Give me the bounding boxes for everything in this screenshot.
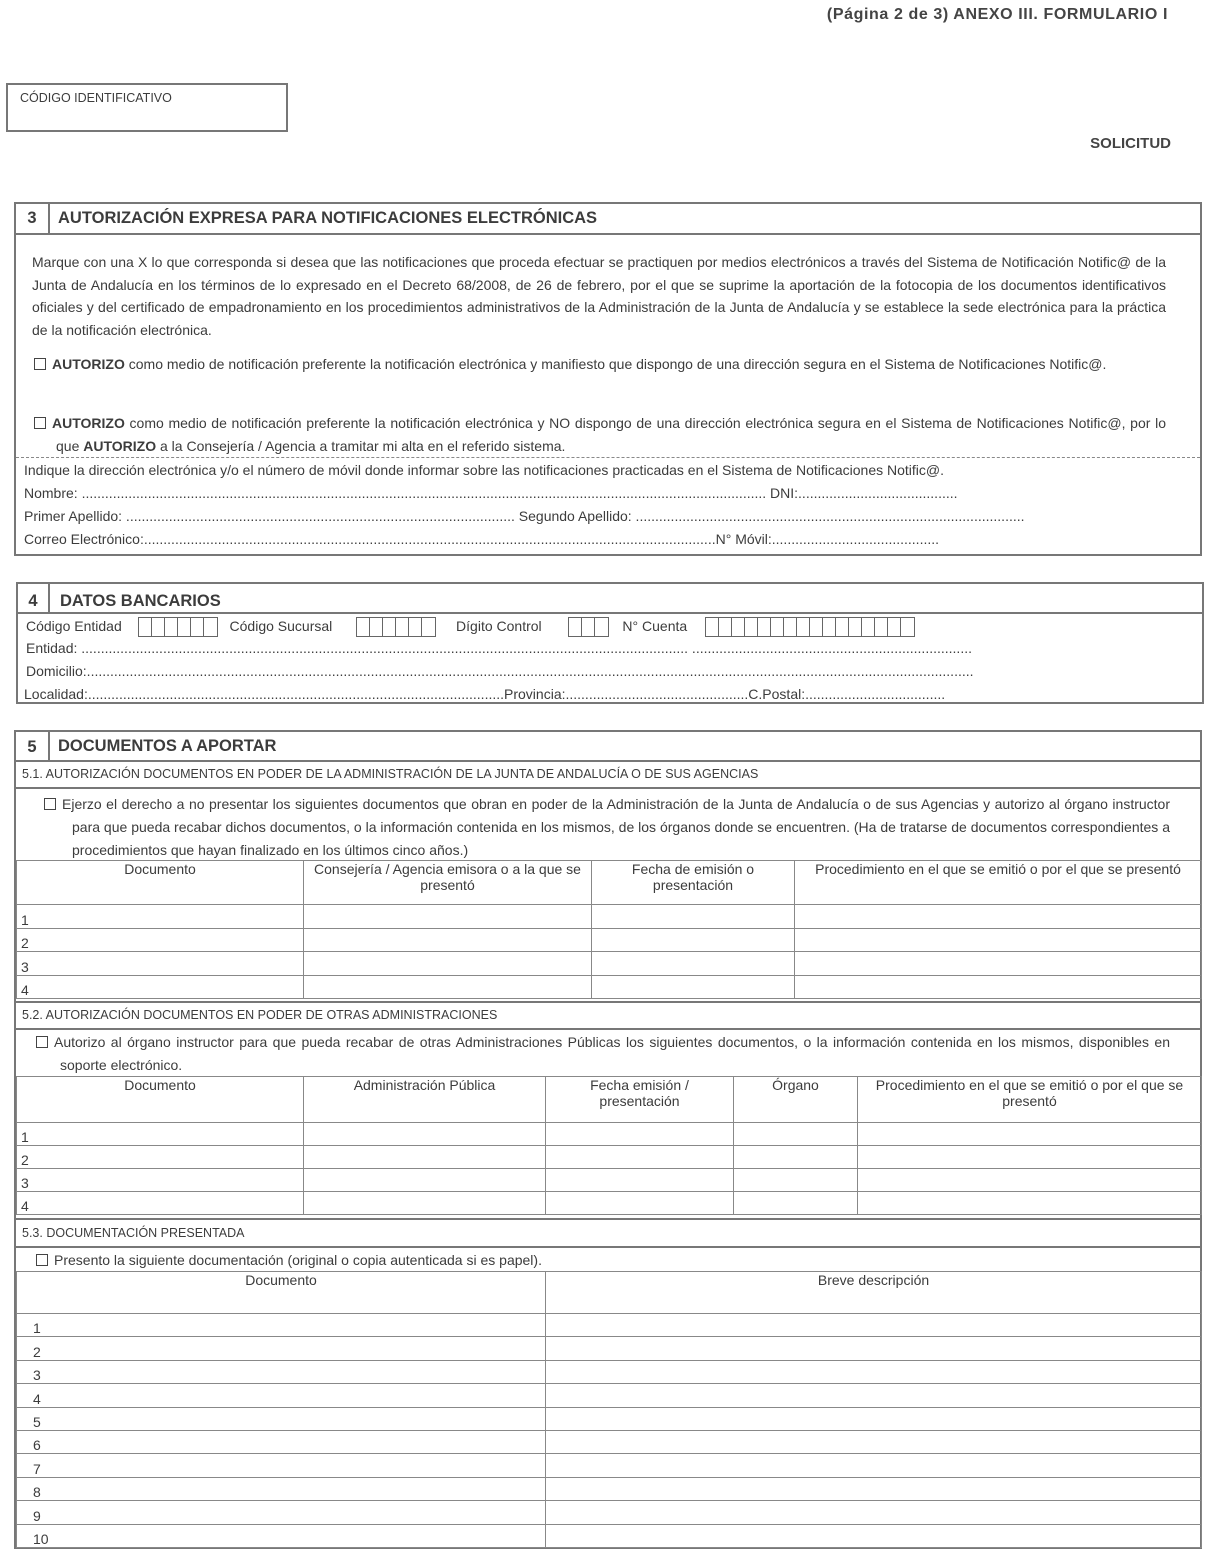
solicitud-label: SOLICITUD	[1090, 135, 1171, 152]
option-1-bold: AUTORIZO	[52, 356, 125, 372]
codigo-sucursal-label: Código Sucursal	[229, 618, 333, 634]
table-row-number: 8	[17, 1477, 546, 1500]
section-5	[14, 730, 1202, 1549]
option-2[interactable]	[32, 412, 1166, 457]
table-5-3	[16, 1271, 1202, 1548]
table-row-number: 1	[17, 905, 304, 929]
codigo-entidad-boxes[interactable]	[138, 617, 218, 637]
table-cell[interactable]	[858, 1192, 1202, 1215]
section-4-title: DATOS BANCARIOS	[60, 592, 221, 610]
entidad-field[interactable]: Entidad: ............................................................................................................................................................ ........................................................................	[26, 640, 972, 656]
table-cell[interactable]	[304, 1123, 546, 1146]
table-row-number: 3	[17, 1169, 304, 1192]
table-cell[interactable]	[546, 1192, 734, 1215]
codigo-identificativo-box[interactable]	[6, 83, 288, 132]
option-1[interactable]	[32, 353, 1166, 376]
table-row-number: 10	[17, 1524, 546, 1547]
subsection-5-3-text[interactable]	[36, 1249, 1136, 1272]
table-cell[interactable]	[546, 1407, 1202, 1430]
section-4	[16, 582, 1204, 704]
table-cell[interactable]	[592, 975, 795, 999]
table-row-number: 2	[17, 1146, 304, 1169]
apellidos-field[interactable]: Primer Apellido: .................................................................................................... Segundo Apellido: ....................................................................................................	[24, 508, 1025, 524]
section-5-title: DOCUMENTOS A APORTAR	[58, 737, 277, 755]
subsection-5-2-paragraph: Autorizo al órgano instructor para que pueda recabar de otras Administraciones Públicas los siguientes documentos, o la información contenida en los mismos, disponibles en soporte electrónico.	[54, 1034, 1170, 1073]
table-cell[interactable]	[858, 1169, 1202, 1192]
table-cell[interactable]	[546, 1524, 1202, 1547]
table-5-2-header: Documento	[17, 1077, 304, 1123]
domicilio-field[interactable]: Domicilio:....................................................................................................................................................................................................................................	[26, 663, 974, 679]
table-row-number: 2	[17, 928, 304, 952]
table-5-1	[16, 860, 1202, 999]
section-5-number: 5	[16, 732, 50, 760]
table-cell[interactable]	[304, 1169, 546, 1192]
table-cell[interactable]	[546, 1360, 1202, 1383]
table-5-1-header: Procedimiento en el que se emitió o por el que se presentó	[795, 861, 1202, 905]
table-cell[interactable]	[304, 1146, 546, 1169]
table-cell[interactable]	[546, 1169, 734, 1192]
table-cell[interactable]	[795, 975, 1202, 999]
table-row-number: 3	[17, 952, 304, 976]
correo-field[interactable]: Correo Electrónico:...................................................................................................................................................N° Móvil:...........................................	[24, 531, 940, 547]
section-5-header	[16, 732, 1200, 762]
table-cell[interactable]	[592, 952, 795, 976]
subsection-5-2-text[interactable]	[34, 1031, 1170, 1077]
table-cell[interactable]	[546, 1384, 1202, 1407]
digito-control-boxes[interactable]	[568, 617, 609, 637]
table-row-number: 4	[17, 1192, 304, 1215]
section-3-intro: Marque con una X lo que corresponda si desea que las notificaciones que proceda efectuar se practiquen por medios electrónicos a través del Sistema de Notificación Notific@ de la Junta de Andalucía en los términos de lo expresado en el Decreto 68/2008, de 26 de febrero, por el que se suprime la aportación de la fotocopia de los documentos identificativos oficiales y del certificado de empadronamiento en los procedimientos administrativos de la Administración de la Junta de Andalucía y se establece la sede electrónica para la práctica de la notificación electrónica.	[32, 254, 1166, 338]
table-row-number: 2	[17, 1337, 546, 1360]
table-5-2-header: Administración Pública	[304, 1077, 546, 1123]
n-cuenta-label: N° Cuenta	[622, 618, 688, 634]
table-row-number: 3	[17, 1360, 546, 1383]
nombre-field[interactable]: Nombre: ................................................................................................................................................................................ DNI:.........................................	[24, 485, 958, 501]
subsection-5-3-checkbox[interactable]	[36, 1254, 48, 1266]
table-cell[interactable]	[546, 1123, 734, 1146]
codigo-identificativo-label: CÓDIGO IDENTIFICATIVO	[20, 91, 172, 105]
table-cell[interactable]	[546, 1314, 1202, 1337]
table-cell[interactable]	[304, 975, 592, 999]
codigo-sucursal-boxes[interactable]	[356, 617, 436, 637]
table-cell[interactable]	[546, 1146, 734, 1169]
table-cell[interactable]	[858, 1146, 1202, 1169]
subsection-5-3-paragraph: Presento la siguiente documentación (original o copia autenticada si es papel).	[54, 1252, 542, 1268]
option-2-checkbox[interactable]	[34, 417, 46, 429]
digito-control-label: Dígito Control	[456, 618, 542, 634]
subsection-5-2-title: 5.2. AUTORIZACIÓN DOCUMENTOS EN PODER DE OTRAS ADMINISTRACIONES	[16, 1001, 1200, 1030]
table-row-number: 4	[17, 1384, 546, 1407]
table-row-number: 5	[17, 1407, 546, 1430]
table-cell[interactable]	[592, 905, 795, 929]
subsection-5-3-title: 5.3. DOCUMENTACIÓN PRESENTADA	[16, 1218, 1200, 1248]
table-cell[interactable]	[858, 1123, 1202, 1146]
table-cell[interactable]	[304, 1192, 546, 1215]
divider	[16, 457, 1200, 458]
table-5-2	[16, 1076, 1202, 1215]
table-cell[interactable]	[734, 1146, 858, 1169]
n-cuenta-boxes[interactable]	[705, 617, 915, 637]
table-row-number: 1	[17, 1314, 546, 1337]
table-row-number: 4	[17, 975, 304, 999]
section-3	[14, 202, 1202, 556]
table-5-2-header: Fecha emisión / presentación	[546, 1077, 734, 1123]
table-row-number: 9	[17, 1501, 546, 1524]
section-4-header	[18, 584, 1202, 614]
codigo-entidad-label: Código Entidad	[26, 618, 122, 634]
section-4-number: 4	[18, 584, 50, 612]
section-3-title: AUTORIZACIÓN EXPRESA PARA NOTIFICACIONES ELECTRÓNICAS	[58, 209, 598, 227]
section-3-header	[16, 204, 1200, 235]
option-2-bold-2: AUTORIZO	[83, 437, 157, 454]
table-cell[interactable]	[734, 1169, 858, 1192]
table-cell[interactable]	[546, 1477, 1202, 1500]
section-3-number: 3	[16, 204, 50, 233]
option-1-checkbox[interactable]	[34, 358, 46, 370]
table-cell[interactable]	[592, 928, 795, 952]
table-cell[interactable]	[795, 952, 1202, 976]
table-cell[interactable]	[795, 905, 1202, 929]
table-5-1-header: Documento	[17, 861, 304, 905]
table-cell[interactable]	[546, 1337, 1202, 1360]
indique-text: Indique la dirección electrónica y/o el número de móvil donde informar sobre las notificaciones practicadas en el Sistema de Notificaciones Notific@.	[24, 462, 945, 478]
table-5-2-header: Procedimiento en el que se emitió o por el que se presentó	[858, 1077, 1202, 1123]
table-row-number: 7	[17, 1454, 546, 1477]
table-cell[interactable]	[304, 952, 592, 976]
bank-codes-row	[26, 617, 1196, 641]
table-5-3-header: Documento	[17, 1272, 546, 1314]
subsection-5-1-checkbox[interactable]	[44, 798, 56, 810]
option-2-text-b: a la Consejería / Agencia a tramitar mi alta en el referido sistema.	[156, 437, 566, 454]
table-5-1-header: Consejería / Agencia emisora o a la que se presentó	[304, 861, 592, 905]
option-1-text: como medio de notificación preferente la notificación electrónica y manifiesto que dispongo de una dirección segura en el Sistema de Notificaciones Notific@.	[124, 356, 1107, 372]
table-row-number: 6	[17, 1430, 546, 1453]
subsection-5-1-title: 5.1. AUTORIZACIÓN DOCUMENTOS EN PODER DE LA ADMINISTRACIÓN DE LA JUNTA DE ANDALUCÍA O DE SUS AGENCIAS	[16, 762, 1200, 789]
subsection-5-1-text[interactable]	[42, 793, 1170, 862]
table-cell[interactable]	[734, 1123, 858, 1146]
table-cell[interactable]	[304, 905, 592, 929]
table-cell[interactable]	[546, 1501, 1202, 1524]
page-header: (Página 2 de 3) ANEXO III. FORMULARIO I	[826, 6, 1168, 23]
table-cell[interactable]	[546, 1454, 1202, 1477]
table-row-number: 1	[17, 1123, 304, 1146]
table-cell[interactable]	[795, 928, 1202, 952]
option-2-bold: AUTORIZO	[52, 415, 125, 431]
localidad-field[interactable]: Localidad:...........................................................................................................Provincia:...............................................C.Postal:....................................	[24, 686, 946, 702]
option-2-text-a: como medio de notificación preferente la notificación electrónica y NO dispongo de una dirección electrónica segura en el Sistema de Notificaciones Notific@, por lo que	[56, 415, 1166, 454]
table-5-1-header: Fecha de emisión o presentación	[592, 861, 795, 905]
subsection-5-2-checkbox[interactable]	[36, 1036, 48, 1048]
table-5-2-header: Órgano	[734, 1077, 858, 1123]
subsection-5-1-paragraph: Ejerzo el derecho a no presentar los siguientes documentos que obran en poder de la Administración de la Junta de Andalucía o de sus Agencias y autorizo al órgano instructor para que pueda recabar dichos documentos, o la información contenida en los mismos, de los órganos donde se encuentren. (Ha de tratarse de documentos correspondientes a procedimientos que hayan finalizado en los últimos cinco años.)	[62, 796, 1170, 858]
table-cell[interactable]	[734, 1192, 858, 1215]
table-cell[interactable]	[304, 928, 592, 952]
table-cell[interactable]	[546, 1430, 1202, 1453]
table-5-3-header: Breve descripción	[546, 1272, 1202, 1314]
